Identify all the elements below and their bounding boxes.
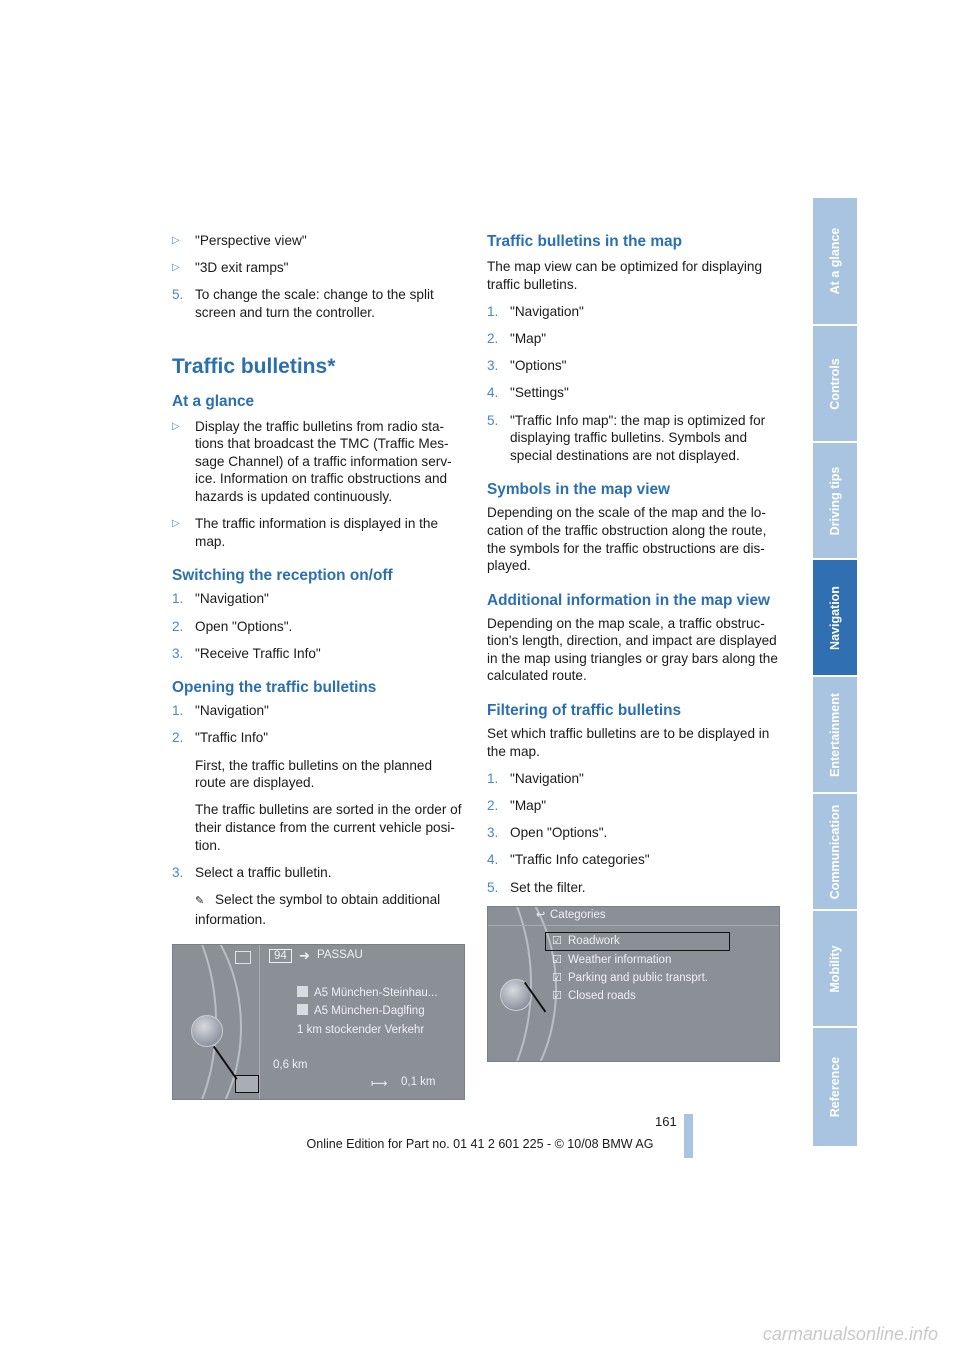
list-item: ▷ The traffic information is displayed in the map.	[172, 516, 439, 549]
triangle-bullet-icon: ▷	[172, 420, 180, 432]
subsection-title: Symbols in the map view	[487, 481, 671, 499]
tab-mobility[interactable]: Mobility	[813, 911, 857, 1028]
chapter-tabs	[813, 198, 857, 1148]
distance-label: 0,6 km	[273, 1059, 308, 1072]
triangle-bullet-icon: ▷	[172, 518, 180, 530]
back-arrow-icon: ↩	[536, 909, 546, 922]
list-item: ☑ Parking and public transprt.	[552, 972, 708, 985]
tab-controls[interactable]: Controls	[813, 326, 857, 443]
categories-header: Categories	[550, 909, 606, 922]
list-item: ▷ "Perspective view"	[172, 233, 307, 248]
footer: Online Edition for Part no. 01 41 2 601 225 - © 10/08 BMW AG	[306, 1137, 654, 1151]
triangle-bullet-icon: ▷	[172, 262, 180, 274]
paragraph: ✎ Select the symbol to obtain additional information.	[195, 892, 441, 927]
list-item: ☑ Closed roads	[552, 990, 636, 1003]
list-item: ▷ Display the traffic bulletins from radio sta-tions that broadcast the TMC (Traffic Mes-sage Channel) of a traffic information serv-ice. Information on traffic obstructions and hazards is updated continuously.	[172, 418, 452, 504]
watermark: carmanualsonline.info	[762, 1324, 938, 1344]
left-column	[172, 232, 465, 1100]
list-item: 1. "Navigation"	[487, 770, 584, 786]
paragraph: First, the traffic bulletins on the planned route are displayed.	[195, 757, 433, 791]
scale-label: 0,1 km	[401, 1076, 436, 1089]
tab-reference[interactable]: Reference	[813, 1028, 857, 1148]
tab-navigation[interactable]: Navigation	[813, 560, 857, 677]
paragraph: Depending on the scale of the map and the lo-cation of the traffic obstruction along the route, the symbols for the traffic obstructions are dis-played.	[487, 505, 767, 574]
right-column	[487, 232, 780, 1062]
checkmark-icon: ☑	[552, 990, 562, 1003]
list-item: A5 München-Steinhau...	[297, 986, 437, 999]
tab-driving-tips[interactable]: Driving tips	[813, 443, 857, 560]
list-item: 5. To change the scale: change to the split screen and turn the controller.	[172, 287, 434, 320]
paragraph: The traffic bulletins are sorted in the order of their distance from the current vehicle posi-tion.	[195, 802, 462, 853]
list-item: 1. "Navigation"	[172, 591, 269, 607]
tab-entertainment[interactable]: Entertainment	[813, 677, 857, 794]
paragraph: Depending on the map scale, a traffic obstruc-tion's length, direction, and impact are displayed in the map using triangles or gray bars along the calculated route.	[487, 615, 778, 684]
page-number-bar	[684, 1114, 693, 1158]
arrow-right-icon: ➜	[299, 948, 310, 964]
scale-bar-icon: ⟼	[371, 1078, 388, 1091]
list-item: ▷ "3D exit ramps"	[172, 260, 289, 276]
tab-communication[interactable]: Communication	[813, 794, 857, 911]
categories-screenshot	[487, 906, 780, 1062]
list-item: ☑ Weather information	[552, 954, 672, 967]
list-item: 1. "Navigation"	[172, 703, 269, 719]
subsection-title: Traffic bulletins in the map	[487, 233, 682, 250]
paragraph: The map view can be optimized for displaying traffic bulletins.	[487, 259, 763, 292]
controller-knob-icon	[191, 1015, 223, 1047]
subsection-title: Additional information in the map view	[487, 591, 771, 609]
subsection-title: At a glance	[172, 392, 255, 410]
list-item: 3. "Receive Traffic Info"	[172, 645, 321, 661]
section-title: Traffic bulletins*	[172, 354, 336, 378]
traffic-message: 1 km stockender Verkehr	[297, 1024, 425, 1037]
list-item: 2. "Traffic Info"	[172, 730, 269, 746]
list-item: 3. "Options"	[487, 358, 567, 374]
list-item: ☑ Roadwork	[552, 935, 620, 948]
info-symbol-icon: ✎	[195, 895, 205, 907]
list-item: 4. "Traffic Info categories"	[487, 852, 650, 868]
list-item: 2. Open "Options".	[172, 618, 293, 634]
list-item: 4. "Settings"	[487, 385, 569, 401]
list-item: A5 München-Daglfing	[297, 1004, 425, 1017]
tab-at-a-glance[interactable]: At a glance	[813, 198, 857, 326]
list-item: 3. Select a traffic bulletin.	[172, 864, 332, 880]
destination-label: PASSAU	[317, 949, 363, 962]
list-item: 2. "Map"	[487, 330, 547, 346]
subsection-title: Filtering of traffic bulletins	[487, 702, 682, 720]
subsection-title: Switching the reception on/off	[172, 567, 393, 585]
triangle-bullet-icon: ▷	[172, 235, 180, 246]
list-item: 5. "Traffic Info map": the map is optimized for displaying traffic bulletins. Symbols and special destinations are not displayed.	[487, 412, 766, 463]
route-number-badge: 94	[269, 949, 292, 963]
traffic-info-screenshot	[172, 944, 465, 1100]
list-item: 5. Set the filter.	[487, 879, 586, 895]
checkmark-icon: ☑	[552, 935, 562, 948]
list-item: 2. "Map"	[487, 798, 547, 814]
checkmark-icon: ☑	[552, 972, 562, 985]
list-item: 3. Open "Options".	[487, 825, 608, 841]
subsection-title: Opening the traffic bulletins	[172, 679, 377, 697]
list-item: 1. "Navigation"	[487, 303, 584, 319]
checkbox-icon	[297, 986, 308, 997]
checkmark-icon: ☑	[552, 954, 562, 967]
list-icon	[235, 951, 251, 964]
paragraph: Set which traffic bulletins are to be displayed in the map.	[487, 726, 770, 759]
checkbox-icon	[297, 1004, 308, 1015]
page-number: 161	[655, 1114, 677, 1129]
symbol-highlight-box	[235, 1075, 259, 1093]
